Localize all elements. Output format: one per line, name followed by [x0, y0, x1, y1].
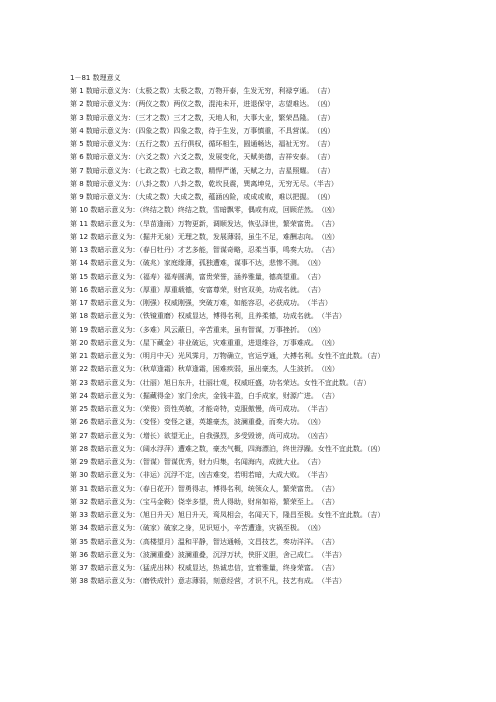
list-item: 第 15 数暗示意义为：（福寿）福寿圆满，富贵荣誉，涵养雅量，德高望重。 （吉） — [70, 272, 325, 281]
list-item: 第 22 数暗示意义为：（秋草逢霜）秋草逢霜，困难疾弱，虽出豪杰，人生波折。 （凶） — [70, 365, 339, 374]
list-item: 第 1 数暗示意义为：（太极之数）太极之数，万物开泰，生发无穷，利禄亨通。 （吉） — [70, 87, 335, 95]
document-title: 1－81 数理意义 — [70, 74, 121, 82]
list-item: 第 28 数暗示意义为：（阔水浮萍）遭难之数，豪杰气概，四海漂泊，终世浮躁。女性不宜此数。（凶） — [70, 444, 385, 453]
list-item: 第 3 数暗示意义为：（三才之数）三才之数，天地人和，大事大业，繁荣昌隆。 （吉） — [70, 113, 335, 122]
list-item: 第 9 数暗示意义为：（大成之数）大成之数，蕴涵凶险，或成或败，难以把握。 （凶） — [70, 193, 335, 201]
list-item: 第 20 数暗示意义为：（屋下藏金）非业破运，灾难重重，进退维谷，万事难成。 （凶） — [70, 338, 339, 347]
list-item: 第 17 数暗示意义为：（刚强）权威刚强，突破万难，如能容忍，必获成功。 （半吉） — [70, 299, 332, 307]
list-item: 第 38 数暗示意义为：（磨铁成针）意志薄弱，刻意经营，才识不凡，技艺有成。 （半吉） — [70, 577, 346, 586]
list-item: 第 4 数暗示意义为：（四象之数）四象之数，待于生发，万事慎重，不具营谋。 （凶） — [70, 126, 335, 135]
list-item: 第 32 数暗示意义为：（宝马金鞍）侥幸多望，贵人得助，财帛如裕，繁荣至上。 （吉） — [70, 497, 339, 506]
list-item: 第 33 数暗示意义为：（旭日升天）旭日升天，鸾凤相会，名闻天下，隆昌至极。女性不宜此数。（吉） — [70, 511, 385, 519]
list-item: 第 36 数暗示意义为：（波澜重叠）波澜重叠，沉浮万状，侠肝义胆，舍己成仁。 （半吉） — [70, 550, 346, 559]
list-item: 第 11 数暗示意义为：（旱苗逢雨）万物更新，调顺发达，恢弘泽世，繁荣富贵。 （吉） — [70, 219, 339, 228]
list-item: 第 8 数暗示意义为：（八卦之数）八卦之数，乾坎艮震，巽离坤兑，无穷无尽。（半吉） — [70, 179, 338, 188]
list-item: 第 10 数暗示意义为：（终结之数）终结之数，雪暗飘零，偶或有成，回顾茫然。 （凶） — [70, 206, 339, 215]
list-item: 第 5 数暗示意义为：（五行之数）五行俱权，循环相生，圆通畅达，福祉无穷。 （吉） — [70, 140, 335, 148]
list-item: 第 21 数暗示意义为：（明月中天）光风霁月，万物确立，官运亨通，大搏名利。女性不宜此数。（吉） — [70, 352, 385, 360]
list-item: 第 24 数暗示意义为：（掘藏得金）家门余庆，金钱丰盈，白手成家，财源广进。 （吉） — [70, 391, 339, 400]
list-item: 第 37 数暗示意义为：（猛虎出林）权威显达，热诚忠信，宜着雅量，终身荣富。 （吉） — [70, 564, 339, 572]
list-item: 第 25 数暗示意义为：（荣俊）资性英敏，才能奇特，克服傲慢，尚可成功。 （半吉） — [70, 405, 332, 413]
list-item: 第 16 数暗示意义为：（厚重）厚重载德，安富尊荣，财官双美，功成名就。 （吉） — [70, 285, 325, 294]
list-item: 第 13 数暗示意义为：（春日牡丹）才艺多能，智谋奇略，忍柔当事，鸣奏大功。 （吉） — [70, 246, 339, 254]
list-item: 第 27 数暗示意义为：（增长）欲望无止，自我强烈，多受毁谤，尚可成功。 （凶吉） — [70, 431, 332, 440]
list-item: 第 6 数暗示意义为：（六爻之数）六爻之数，发展变化，天赋美德，吉祥安泰。 （吉） — [70, 153, 335, 162]
list-item: 第 2 数暗示意义为：（两仪之数）两仪之数，混沌未开，进退保守，志望难达。 （凶） — [70, 100, 335, 109]
list-item: 第 34 数暗示意义为：（破家）破家之身，见识短小，辛苦遭逢，灾祸至极。 （凶） — [70, 524, 325, 533]
list-item: 第 35 数暗示意义为：（高楼望月）温和平静，智达通畅，文昌技艺，奏功洋洋。 （吉） — [70, 537, 339, 546]
list-item: 第 31 数暗示意义为：（春日花开）智勇得志，博得名利，统领众人，繁荣富贵。 （吉） — [70, 484, 339, 493]
list-item: 第 7 数暗示意义为：（七政之数）七政之数，精悍严谨，天赋之力，吉星照耀。 （吉） — [70, 166, 335, 175]
list-item: 第 14 数暗示意义为：（破兆）家庭缘薄，孤独遭难，谋事不达，悲惨不测。 （凶） — [70, 259, 325, 268]
entry-list — [70, 85, 422, 589]
document-body — [70, 72, 422, 589]
list-item: 第 23 数暗示意义为：（壮丽）旭日东升，壮丽壮观，权威旺盛，功名荣达。女性不宜此数。（吉） — [70, 378, 371, 387]
list-item: 第 30 数暗示意义为：（非运）沉浮不定，凶吉难变，若明若暗，大成大败。 （半吉） — [70, 471, 332, 480]
list-item: 第 29 数暗示意义为：（智谋）智谋优秀，财力归集，名闻海内，成就大业。 （吉） — [70, 458, 325, 466]
list-item: 第 18 数暗示意义为：（铁镜重磨）权威显达，博得名利，且养柔德，功成名就。 （半吉） — [70, 312, 346, 321]
list-item: 第 12 数暗示意义为：（掘井无泉）无理之数，发展薄弱，虽生不足，难酬志向。 （凶） — [70, 232, 339, 241]
list-item: 第 26 数暗示意义为：（变怪）变怪之谜，英雄豪杰，波澜重叠，而奏大功。 （凶） — [70, 418, 325, 427]
list-item: 第 19 数暗示意义为：（多难）风云蔽日，辛苦重来，虽有智谋，万事挫折。 （凶） — [70, 325, 325, 334]
